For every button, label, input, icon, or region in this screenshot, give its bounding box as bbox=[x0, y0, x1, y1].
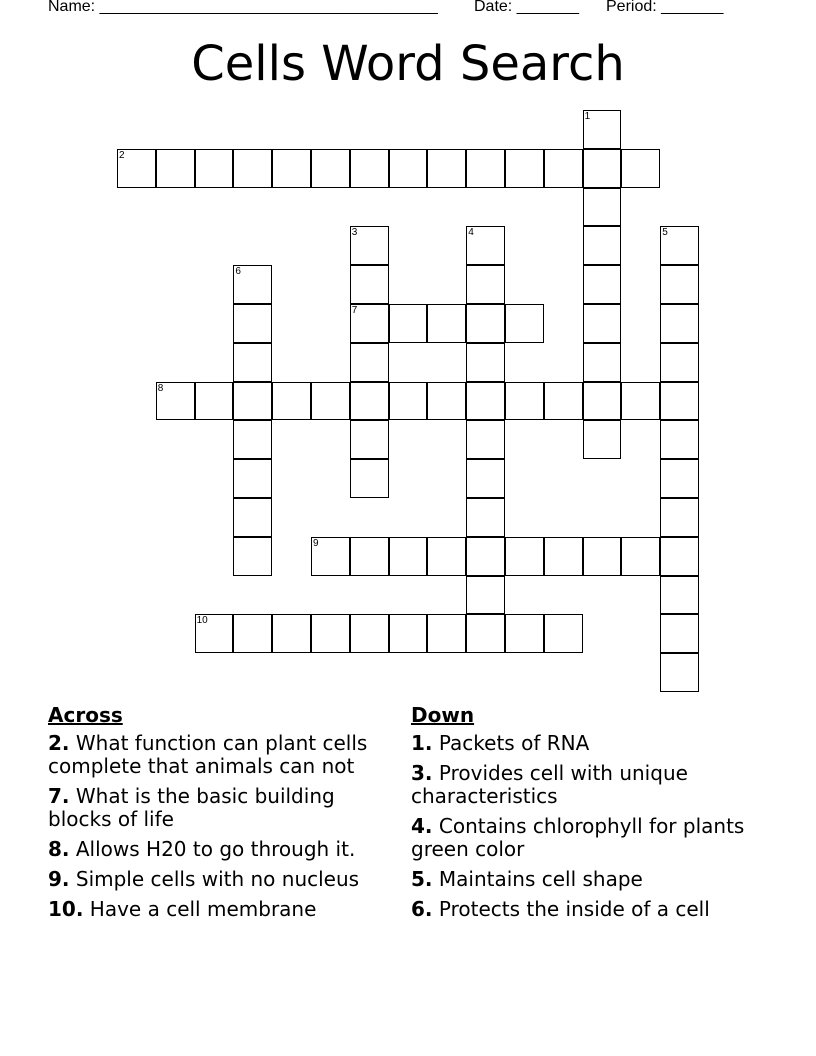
crossword-cell[interactable] bbox=[583, 304, 622, 343]
clue-down-6: 6. Protects the inside of a cell bbox=[411, 897, 710, 921]
crossword-cell[interactable] bbox=[195, 614, 234, 653]
crossword-cell[interactable] bbox=[195, 382, 234, 421]
crossword-cell[interactable] bbox=[660, 226, 699, 265]
crossword-cell[interactable] bbox=[389, 382, 428, 421]
crossword-cell[interactable] bbox=[660, 614, 699, 653]
clue-down-3: 3. Provides cell with unique characteristics bbox=[411, 761, 688, 808]
crossword-cell[interactable] bbox=[466, 459, 505, 498]
crossword-cell[interactable] bbox=[660, 343, 699, 382]
crossword-cell[interactable] bbox=[583, 343, 622, 382]
crossword-cell[interactable] bbox=[544, 537, 583, 576]
period-field[interactable]: Period: _______ bbox=[606, 0, 724, 15]
crossword-cell[interactable] bbox=[466, 304, 505, 343]
crossword-cell[interactable] bbox=[466, 265, 505, 304]
crossword-cell[interactable] bbox=[311, 614, 350, 653]
crossword-cell[interactable] bbox=[272, 614, 311, 653]
clue-down-1: 1. Packets of RNA bbox=[411, 731, 590, 755]
crossword-cell[interactable] bbox=[544, 614, 583, 653]
crossword-cell[interactable] bbox=[389, 614, 428, 653]
crossword-cell[interactable] bbox=[660, 304, 699, 343]
clue-number: 3 bbox=[351, 227, 358, 239]
crossword-cell[interactable] bbox=[350, 343, 389, 382]
clue-number: 9 bbox=[313, 537, 319, 549]
across-heading: Across bbox=[48, 703, 123, 727]
clue-number: 7 bbox=[351, 305, 358, 316]
page-title: Cells Word Search bbox=[191, 36, 625, 92]
down-clues bbox=[411, 702, 771, 928]
crossword-cell[interactable] bbox=[233, 265, 272, 304]
clue-down-4: 4. Contains chlorophyll for plants green color bbox=[411, 814, 745, 861]
across-clues bbox=[48, 702, 393, 928]
clue-across-10: 10. Have a cell membrane bbox=[48, 897, 317, 921]
down-heading: Down bbox=[411, 703, 475, 727]
name-field[interactable]: Name: ______________________________________ bbox=[48, 0, 438, 15]
crossword-cell[interactable] bbox=[195, 149, 234, 188]
crossword-cell[interactable] bbox=[466, 343, 505, 382]
crossword-cell[interactable] bbox=[350, 614, 389, 653]
crossword-cell[interactable] bbox=[233, 614, 272, 653]
crossword-cell[interactable] bbox=[427, 614, 466, 653]
crossword-cell[interactable] bbox=[427, 537, 466, 576]
crossword-cell[interactable] bbox=[272, 149, 311, 188]
crossword-cell[interactable] bbox=[660, 265, 699, 304]
crossword-cell[interactable] bbox=[583, 188, 622, 227]
crossword-cell[interactable] bbox=[660, 498, 699, 537]
date-field[interactable]: Date: _______ bbox=[474, 0, 579, 15]
crossword-cell[interactable] bbox=[350, 304, 389, 343]
crossword-cell[interactable] bbox=[233, 420, 272, 459]
crossword-cell[interactable] bbox=[505, 382, 544, 421]
crossword-cell[interactable] bbox=[583, 265, 622, 304]
crossword-cell[interactable] bbox=[233, 382, 272, 421]
crossword-cell[interactable] bbox=[350, 226, 389, 265]
crossword-cell[interactable] bbox=[660, 537, 699, 576]
crossword-cell[interactable] bbox=[311, 537, 350, 576]
crossword-cell[interactable] bbox=[350, 265, 389, 304]
crossword-cell[interactable] bbox=[350, 420, 389, 459]
crossword-cell[interactable] bbox=[505, 149, 544, 188]
clue-across-8: 8. Allows H20 to go through it. bbox=[48, 837, 356, 861]
clue-number: 8 bbox=[157, 382, 164, 394]
crossword-cell[interactable] bbox=[311, 382, 350, 421]
clue-across-9: 9. Simple cells with no nucleus bbox=[48, 867, 360, 891]
clue-across-2: 2. What function can plant cells complete that animals can not bbox=[48, 731, 368, 778]
crossword-cell[interactable] bbox=[660, 653, 699, 692]
clue-number: 1 bbox=[584, 111, 591, 122]
crossword-cell[interactable] bbox=[583, 537, 622, 576]
crossword-cell[interactable] bbox=[544, 382, 583, 421]
crossword-cell[interactable] bbox=[427, 382, 466, 421]
crossword-cell[interactable] bbox=[233, 498, 272, 537]
crossword-cell[interactable] bbox=[544, 149, 583, 188]
crossword-cell[interactable] bbox=[583, 149, 622, 188]
crossword-cell[interactable] bbox=[621, 537, 660, 576]
crossword-cell[interactable] bbox=[466, 537, 505, 576]
crossword-cell[interactable] bbox=[233, 537, 272, 576]
crossword-cell[interactable] bbox=[505, 537, 544, 576]
crossword-cell[interactable] bbox=[350, 382, 389, 421]
crossword-cell[interactable] bbox=[233, 304, 272, 343]
crossword-cell[interactable] bbox=[466, 149, 505, 188]
crossword-cell[interactable] bbox=[466, 420, 505, 459]
crossword-cell[interactable] bbox=[466, 226, 505, 265]
crossword-cell[interactable] bbox=[389, 304, 428, 343]
clue-number: 2 bbox=[119, 149, 125, 161]
crossword-cell[interactable] bbox=[505, 304, 544, 343]
crossword-cell[interactable] bbox=[621, 382, 660, 421]
crossword-cell[interactable] bbox=[117, 149, 156, 188]
crossword-cell[interactable] bbox=[583, 226, 622, 265]
crossword-cell[interactable] bbox=[505, 614, 544, 653]
clue-number: 6 bbox=[235, 266, 241, 278]
crossword-cell[interactable] bbox=[466, 576, 505, 615]
crossword-cell[interactable] bbox=[389, 149, 428, 188]
crossword-cell[interactable] bbox=[233, 149, 272, 188]
crossword-cell[interactable] bbox=[660, 382, 699, 421]
crossword-cell[interactable] bbox=[350, 149, 389, 188]
crossword-cell[interactable] bbox=[272, 382, 311, 421]
crossword-cell[interactable] bbox=[583, 382, 622, 421]
clue-down-5: 5. Maintains cell shape bbox=[411, 867, 643, 891]
crossword-cell[interactable] bbox=[233, 459, 272, 498]
crossword-cell[interactable] bbox=[583, 110, 622, 149]
clue-number: 4 bbox=[468, 227, 474, 239]
clue-number: 5 bbox=[662, 227, 668, 239]
clue-across-7: 7. What is the basic building blocks of life bbox=[48, 784, 335, 831]
crossword-cell[interactable] bbox=[660, 459, 699, 498]
crossword-cell[interactable] bbox=[427, 149, 466, 188]
crossword-cell[interactable] bbox=[156, 149, 195, 188]
crossword-cell[interactable] bbox=[233, 343, 272, 382]
crossword-cell[interactable] bbox=[311, 149, 350, 188]
crossword-cell[interactable] bbox=[583, 420, 622, 459]
crossword-cell[interactable] bbox=[466, 614, 505, 653]
crossword-cell[interactable] bbox=[350, 459, 389, 498]
crossword-cell[interactable] bbox=[660, 576, 699, 615]
crossword-cell[interactable] bbox=[466, 498, 505, 537]
crossword-cell[interactable] bbox=[621, 149, 660, 188]
crossword-cell[interactable] bbox=[350, 537, 389, 576]
crossword-cell[interactable] bbox=[427, 304, 466, 343]
clue-number: 10 bbox=[196, 615, 208, 627]
crossword-cell[interactable] bbox=[466, 382, 505, 421]
crossword-cell[interactable] bbox=[660, 420, 699, 459]
crossword-cell[interactable] bbox=[156, 382, 195, 421]
crossword-cell[interactable] bbox=[389, 537, 428, 576]
